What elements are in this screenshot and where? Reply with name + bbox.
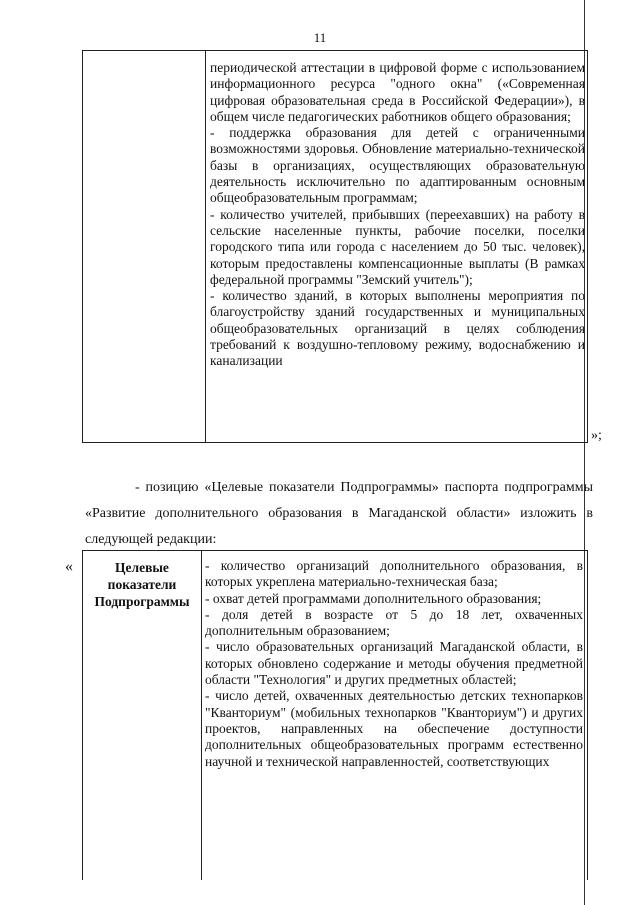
- table-column-divider: [205, 51, 206, 442]
- opening-quote: «: [65, 558, 73, 575]
- table1-cell-text: периодической аттестации в цифровой форме с использованием информационного ресурса "одного окна" («Современная цифровая образовательная среда в Российской Федерации»), в общем числе педагогических работников общего образования; - поддержка образования для детей с ограниченными возможностями здоровья. Обновление материально-технической базы в организациях, осуществляющих образовательную деятельность исключительно по адаптированным основным общеобразовательным программам; - количество учителей, прибывших (переехавших) на работу в сельские населенные пункты, рабочие поселки, поселки городского типа или города с населением до 50 тыс. человек), которым предоставлены компенсационные выплаты (В рамках федеральной программы "Земский учитель"); - количество зданий, в которых выполнены мероприятия по благоустройству зданий государственных и муниципальных общеобразовательных организаций в целях соблюдения требований к воздушно-тепловому режиму, водоснабжению и канализации: [210, 60, 585, 369]
- table2-cell-text: - количество организаций дополнительного образования, в которых укреплена материально-техническая база; - охват детей программами дополнительного образования; - доля детей в возрасте от 5 до 18 лет, охваченных дополнительным образованием; - число образовательных организаций Магаданской области, в которых обновлено содержание и методы обучения предметной области "Технология" и других предметных областей; - число детей, охваченных деятельностью детских технопарков "Кванториум" (мобильных технопарков "Кванториум") и других проектов, направленных на обеспечение доступности дополнительных общеобразовательных программ естественно научной и технической направленностей, соответствующих: [205, 558, 583, 769]
- table2-label: Целевые показатели Подпрограммы: [94, 560, 190, 609]
- page-number: 11: [313, 30, 327, 45]
- closing-quote: »;: [591, 428, 602, 443]
- amendment-paragraph: - позицию «Целевые показатели Подпрограммы» паспорта подпрограммы «Развитие дополнительного образования в Магаданской области» изложить в следующей редакции:: [85, 480, 593, 547]
- table-column-divider: [201, 551, 202, 880]
